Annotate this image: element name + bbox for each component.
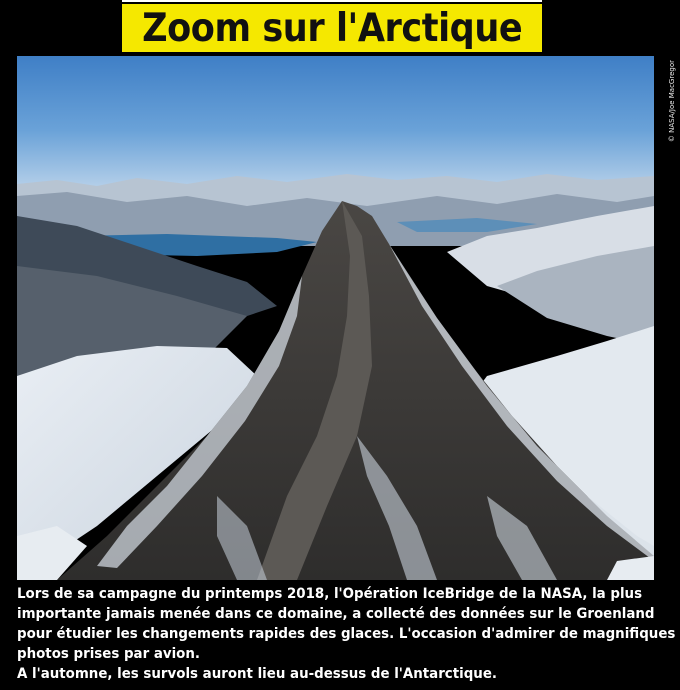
header-top-rule	[122, 0, 542, 2]
photo-credit: © NASA/Joe MacGregor	[668, 60, 676, 143]
caption-text	[17, 584, 676, 684]
caption-line: photos prises par avion.	[17, 646, 200, 662]
caption-line: A l'automne, les survols auront lieu au-dessus de l'Antarctique.	[17, 666, 497, 682]
caption-line: pour étudier les changements rapides des glaces. L'occasion d'admirer de magnifiques	[17, 626, 676, 642]
caption-line: Lors de sa campagne du printemps 2018, l'Opération IceBridge de la NASA, la plus	[17, 586, 643, 602]
arctic-mountain-photo	[17, 56, 654, 580]
page-title: Zoom sur l'Arctique	[141, 5, 523, 51]
caption-line: importante jamais menée dans ce domaine, a collecté des données sur le Groenland	[17, 606, 655, 622]
title-banner	[122, 4, 542, 52]
